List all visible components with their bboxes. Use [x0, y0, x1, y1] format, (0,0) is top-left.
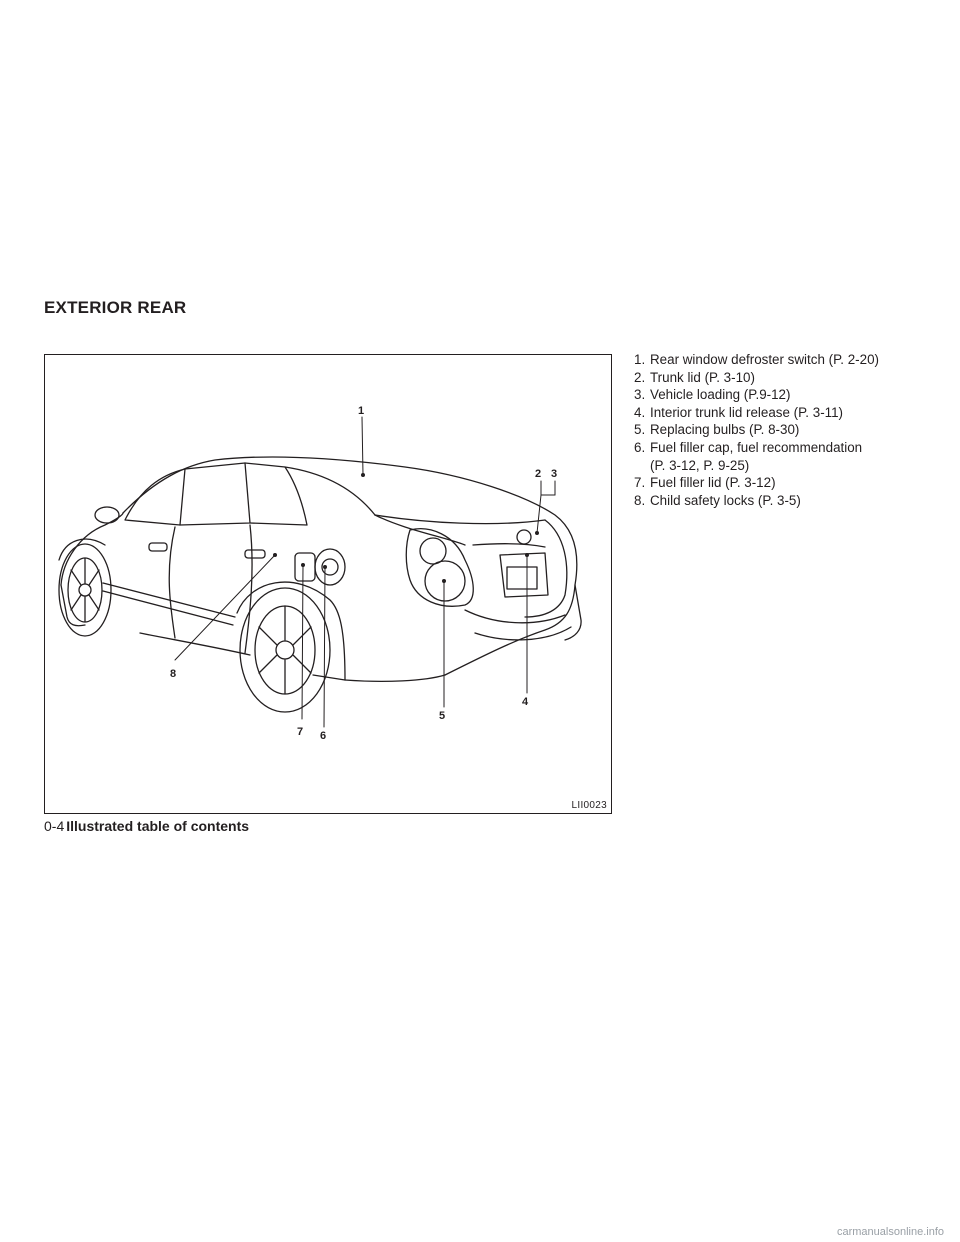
callout-item: 1. Rear window defroster switch (P. 2-20) — [634, 352, 879, 367]
callout-6: 6 — [320, 730, 327, 742]
callout-item: 4. Interior trunk lid release (P. 3-11) — [634, 404, 844, 420]
callout-list — [634, 351, 944, 509]
callout-4: 4 — [522, 696, 529, 708]
callout-3: 3 — [551, 468, 558, 480]
car-rear-drawing — [45, 355, 611, 813]
callout-item: 2. Trunk lid (P. 3-10) — [634, 369, 755, 385]
watermark[interactable]: carmanualsonline.info — [836, 1226, 944, 1238]
callout-5: 5 — [439, 710, 446, 722]
callout-item: 5. Replacing bulbs (P. 8-30) — [634, 422, 800, 438]
callout-item: 6. Fuel filler cap, fuel recommendation (P. 3-12, P. 9-25) — [634, 439, 863, 473]
page-footer — [44, 818, 249, 834]
callout-item: 3. Vehicle loading (P.9-12) — [634, 387, 791, 403]
car-illustration — [44, 354, 612, 814]
footer-title: Illustrated table of contents — [66, 818, 250, 834]
figure-code: LII0023 — [571, 800, 607, 811]
callout-7: 7 — [297, 726, 304, 738]
callout-8: 8 — [170, 668, 177, 680]
callout-item: 8. Child safety locks (P. 3-5) — [634, 492, 801, 508]
section-title: EXTERIOR REAR — [44, 298, 187, 317]
callout-1: 1 — [358, 405, 365, 417]
page-number: 0-4 — [44, 818, 65, 834]
callout-2: 2 — [535, 468, 542, 480]
callout-item: 7. Fuel filler lid (P. 3-12) — [634, 475, 776, 491]
